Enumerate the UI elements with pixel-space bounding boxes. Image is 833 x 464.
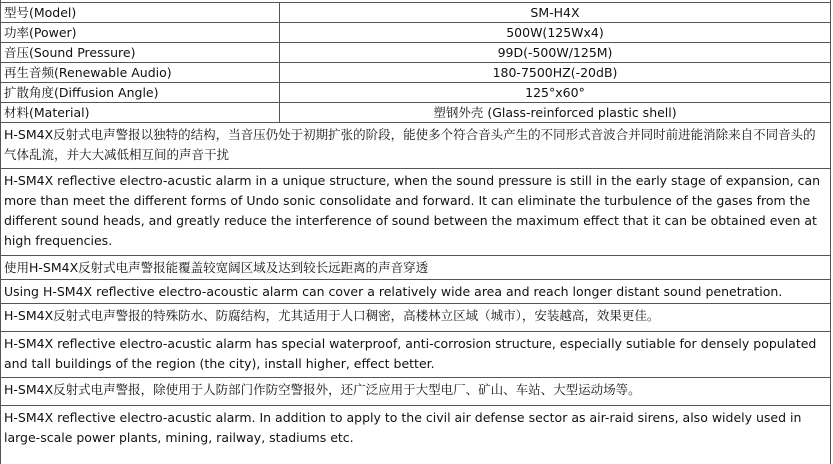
spec-row-material bbox=[1, 103, 830, 123]
description-en-structure: H-SM4X reflective electro-acustic alarm in a unique structure, when the sound pressure is still in the early stage of expansion, can more than meet the different forms of Undo sonic consolidate and forward. It can eliminate the turbulence of the gases from the different sound heads, and greatly reduce the interference of sound between the maximum effect that it can be obtained even at high frequencies. bbox=[1, 169, 830, 256]
spec-table bbox=[1, 3, 830, 123]
spec-row-renewable-audio bbox=[1, 63, 830, 83]
spec-value: 125°x60° bbox=[280, 83, 831, 103]
spec-row-model bbox=[1, 3, 830, 23]
description-zh-applications: H-SM4X反射式电声警报，除使用于人防部门作防空警报外，还广泛应用于大型电厂、矿山、车站、大型运动场等。 bbox=[1, 378, 830, 406]
spec-row-power bbox=[1, 23, 830, 43]
spec-value: 180-7500HZ(-20dB) bbox=[280, 63, 831, 83]
description-zh-waterproof: H-SM4X反射式电声警报的特殊防水、防腐结构，尤其适用于人口稠密，高楼林立区域（城市），安装越高，效果更佳。 bbox=[1, 304, 830, 332]
spec-label: 音压(Sound Pressure) bbox=[1, 43, 280, 63]
description-en-waterproof: H-SM4X reflective electro-acustic alarm has special waterproof, anti-corrosion structure, especially sutiable for densely populated and tall buildings of the region (the city), install higher, effect better. bbox=[1, 332, 830, 378]
description-zh-structure: H-SM4X反射式电声警报以独特的结构，当音压仍处于初期扩张的阶段，能使多个符合音头产生的不同形式音波合并同时前进能消除来自不同音头的气体乱流，并大大减低相互间的声音干扰 bbox=[1, 123, 830, 169]
spec-value: 塑钢外壳 (Glass-reinforced plastic shell) bbox=[280, 103, 831, 123]
spec-label: 功率(Power) bbox=[1, 23, 280, 43]
spec-value: 500W(125Wx4) bbox=[280, 23, 831, 43]
description-en-coverage: Using H-SM4X reflective electro-acoustic alarm can cover a relatively wide area and reach longer distant sound penetration. bbox=[1, 280, 830, 304]
description-en-applications: H-SM4X reflective electro-acustic alarm. In addition to apply to the civil air defense sector as air-raid sirens, also widely used in large-scale power plants, mining, railway, stadiums etc. bbox=[4, 410, 802, 445]
spec-row-diffusion-angle bbox=[1, 83, 830, 103]
spec-label: 再生音频(Renewable Audio) bbox=[1, 63, 280, 83]
spec-label: 扩散角度(Diffusion Angle) bbox=[1, 83, 280, 103]
spec-label: 材料(Material) bbox=[1, 103, 280, 123]
spec-value: 99D(-500W/125M) bbox=[280, 43, 831, 63]
spec-label: 型号(Model) bbox=[1, 3, 280, 23]
spec-value: SM-H4X bbox=[280, 3, 831, 23]
spec-row-sound-pressure bbox=[1, 43, 830, 63]
description-zh-coverage: 使用H-SM4X反射式电声警报能覆盖较宽阔区域及达到较长远距离的声音穿透 bbox=[1, 256, 830, 280]
